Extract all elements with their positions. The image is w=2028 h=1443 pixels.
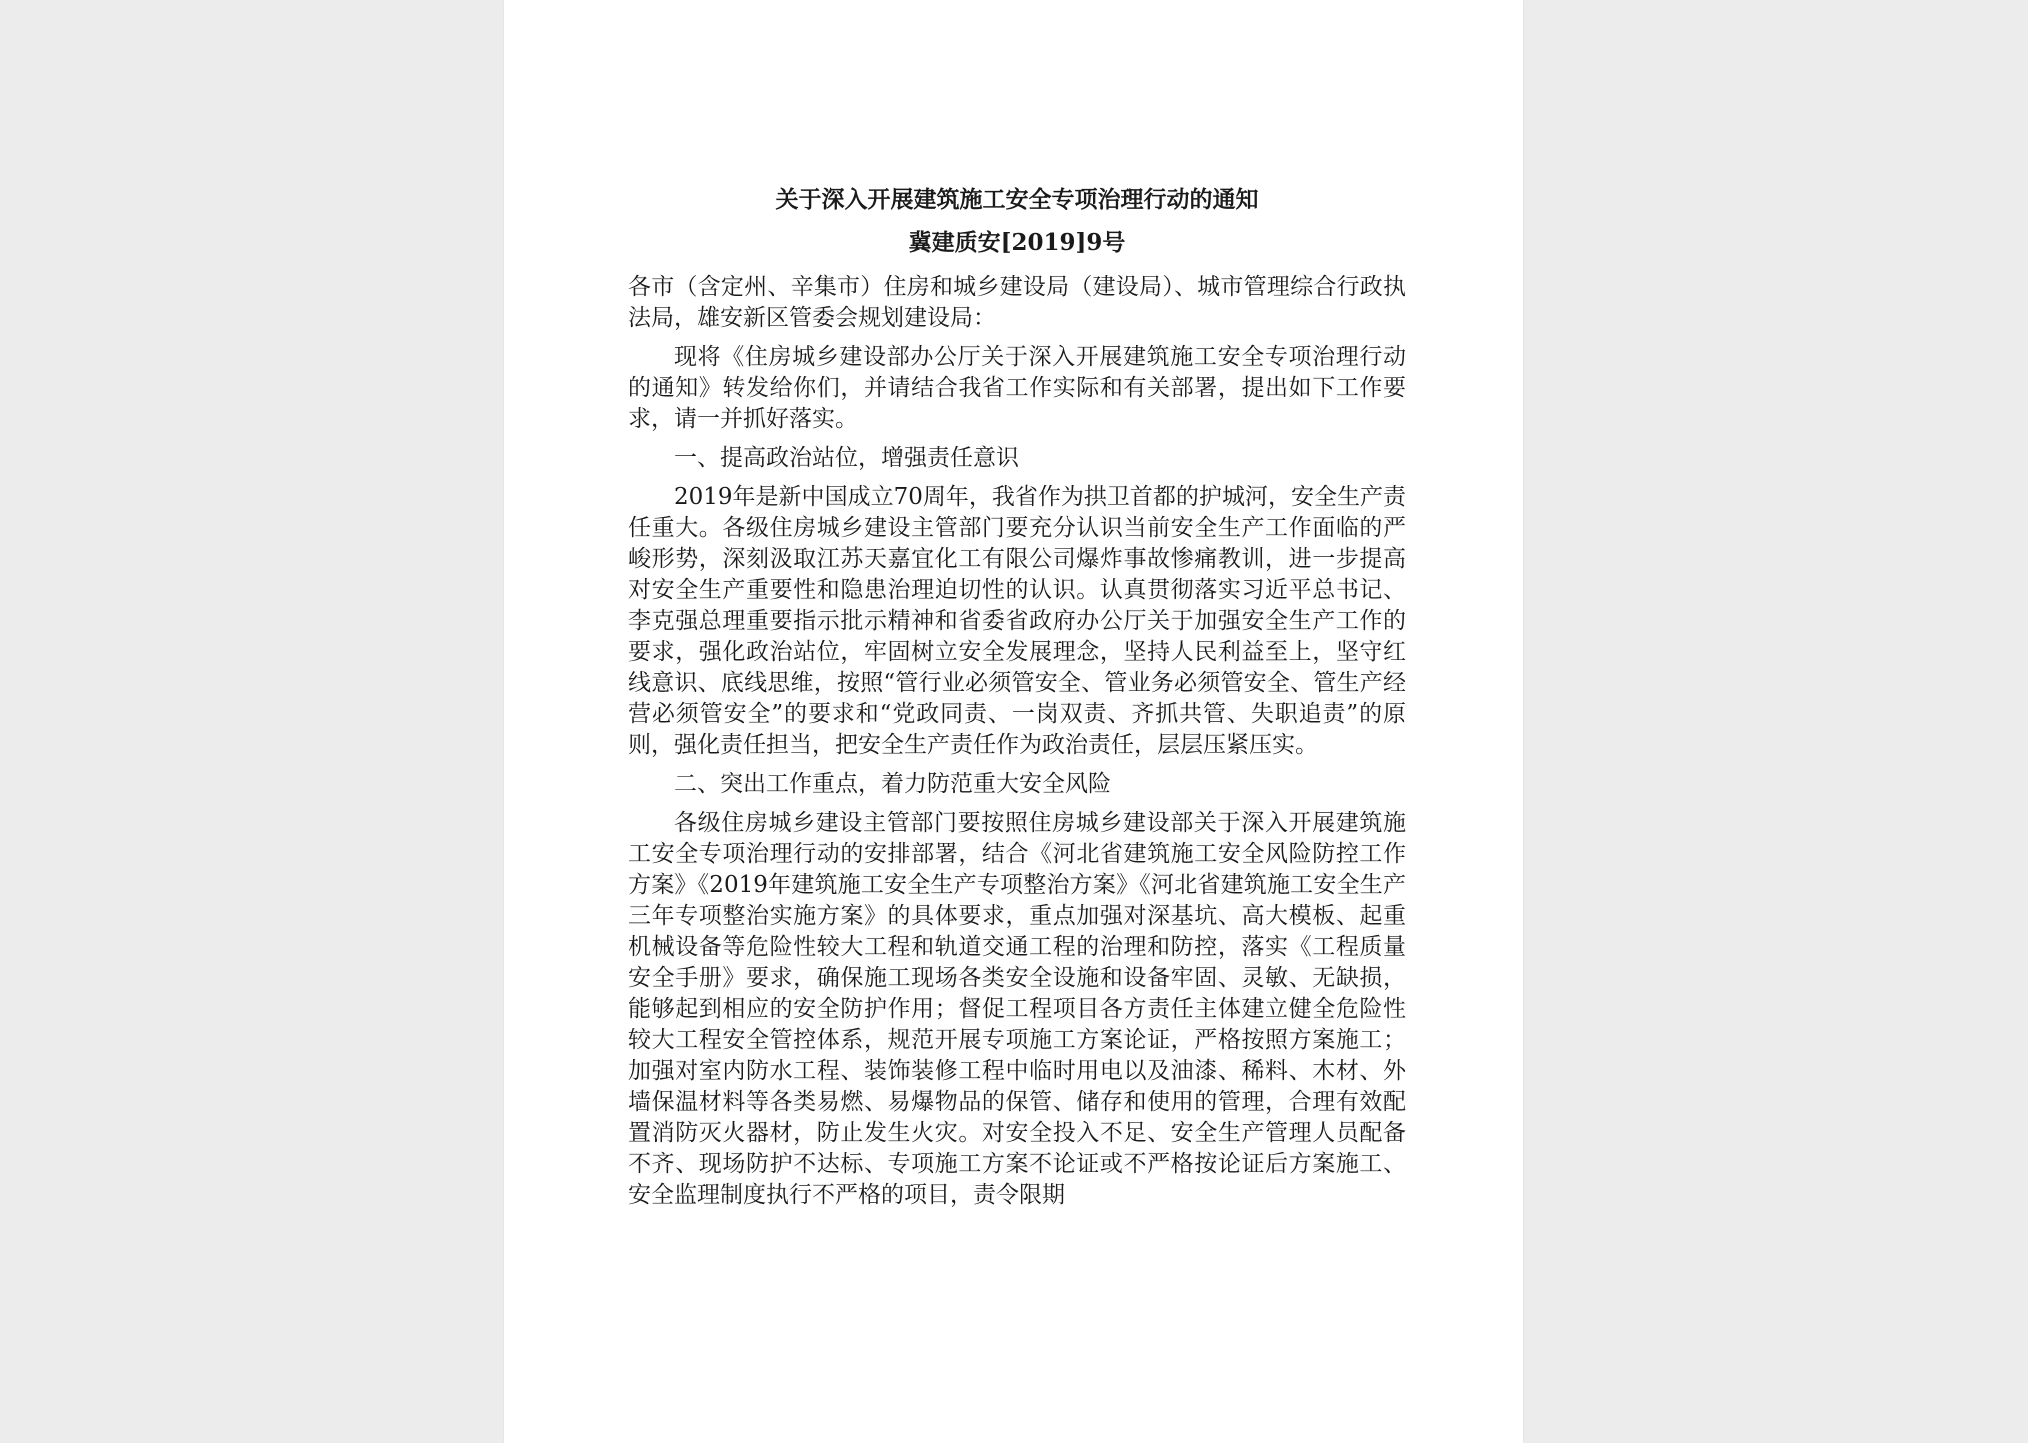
- section-2-heading: 二、突出工作重点，着力防范重大安全风险: [674, 771, 1111, 797]
- addressee-paragraph: 各市（含定州、辛集市）住房和城乡建设局（建设局）、城市管理综合行政执法局，雄安新区管委会规划建设局：: [628, 274, 1406, 331]
- section-2-paragraph: 各级住房城乡建设主管部门要按照住房城乡建设部关于深入开展建筑施工安全专项治理行动的安排部署，结合《河北省建筑施工安全风险防控工作方案》《2019年建筑施工安全生产专项整治方案》《河北省建筑施工安全生产三年专项整治实施方案》的具体要求，重点加强对深基坑、高大模板、起重机械设备等危险性较大工程和轨道交通工程的治理和防控，落实《工程质量安全手册》要求，确保施工现场各类安全设施和设备牢固、灵敏、无缺损，能够起到相应的安全防护作用；督促工程项目各方责任主体建立健全危险性较大工程安全管控体系，规范开展专项施工方案论证，严格按照方案施工；加强对室内防水工程、装饰装修工程中临时用电以及油漆、稀料、木材、外墙保温材料等各类易燃、易爆物品的保管、储存和使用的管理，合理有效配置消防灭火器材，防止发生火灾。对安全投入不足、安全生产管理人员配备不齐、现场防护不达标、专项施工方案不论证或不严格按论证后方案施工、安全监理制度执行不严格的项目，责令限期: [628, 810, 1406, 1208]
- document-number: 冀建质安[2019]9号: [908, 229, 1126, 256]
- section-1-paragraph: 2019年是新中国成立70周年，我省作为拱卫首都的护城河，安全生产责任重大。各级住房城乡建设主管部门要充分认识当前安全生产工作面临的严峻形势，深刻汲取江苏天嘉宜化工有限公司爆炸事故惨痛教训，进一步提高对安全生产重要性和隐患治理迫切性的认识。认真贯彻落实习近平总书记、李克强总理重要指示批示精神和省委省政府办公厅关于加强安全生产工作的要求，强化政治站位，牢固树立安全发展理念，坚持人民利益至上，坚守红线意识、底线思维，按照“管行业必须管安全、管业务必须管安全、管生产经营必须管安全”的要求和“党政同责、一岗双责、齐抓共管、失职追责”的原则，强化责任担当，把安全生产责任作为政治责任，层层压紧压实。: [628, 484, 1406, 758]
- document-page: [504, 0, 1523, 1443]
- section-1-heading: 一、提高政治站位，增强责任意识: [674, 445, 1019, 471]
- document-body: [628, 182, 1406, 1219]
- intro-paragraph: 现将《住房城乡建设部办公厅关于深入开展建筑施工安全专项治理行动的通知》转发给你们，并请结合我省工作实际和有关部署，提出如下工作要求，请一并抓好落实。: [628, 344, 1406, 432]
- document-title: 关于深入开展建筑施工安全专项治理行动的通知: [775, 186, 1259, 213]
